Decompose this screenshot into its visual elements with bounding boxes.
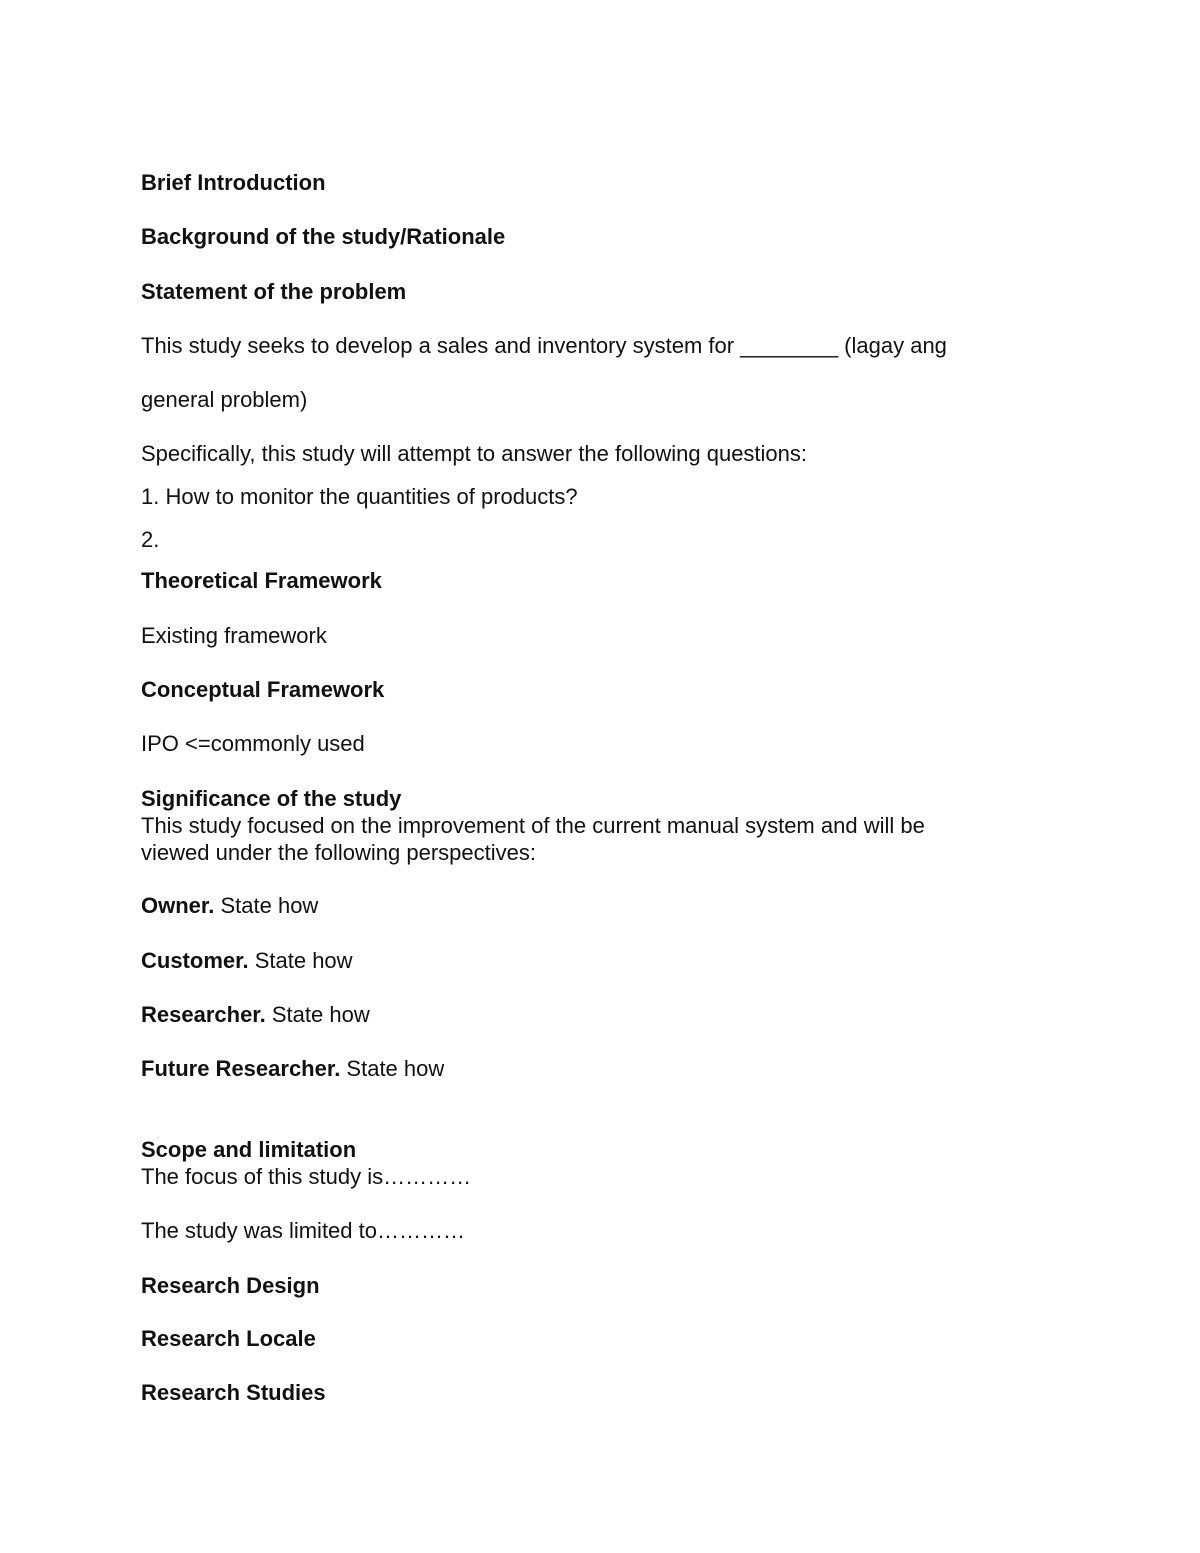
heading-scope-and-limitation: Scope and limitation — [141, 1137, 357, 1162]
perspective-text: State how — [265, 1002, 370, 1027]
heading-significance: Significance of the study — [141, 786, 402, 811]
theoretical-text: Existing framework — [141, 623, 327, 648]
scope-limited-text: The study was limited to………… — [141, 1218, 465, 1243]
statement-text-line2: general problem) — [141, 387, 308, 412]
perspective-future-researcher — [141, 1055, 444, 1082]
heading-theoretical-framework: Theoretical Framework — [141, 568, 382, 593]
significance-text-line2: viewed under the following perspectives: — [141, 840, 537, 865]
question-2: 2. — [141, 527, 160, 552]
perspective-label: Future Researcher. — [141, 1056, 341, 1081]
heading-research-design: Research Design — [141, 1273, 320, 1298]
perspective-customer — [141, 947, 353, 974]
question-1: 1. How to monitor the quantities of products? — [141, 484, 578, 509]
perspective-text: State how — [248, 948, 353, 973]
specifically-text: Specifically, this study will attempt to answer the following questions: — [141, 441, 808, 466]
heading-conceptual-framework: Conceptual Framework — [141, 677, 385, 702]
heading-research-locale: Research Locale — [141, 1326, 316, 1351]
heading-background: Background of the study/Rationale — [141, 224, 506, 249]
heading-brief-introduction: Brief Introduction — [141, 170, 326, 195]
perspective-researcher — [141, 1001, 370, 1028]
significance-text-line1: This study focused on the improvement of the current manual system and will be — [141, 813, 925, 838]
heading-research-studies: Research Studies — [141, 1380, 326, 1405]
statement-text-line1: This study seeks to develop a sales and inventory system for ________ (lagay ang — [141, 333, 947, 358]
perspective-text: State how — [340, 1056, 445, 1081]
perspective-label: Customer. — [141, 948, 249, 973]
perspective-label: Researcher. — [141, 1002, 266, 1027]
scope-focus-text: The focus of this study is………… — [141, 1164, 472, 1189]
perspective-text: State how — [214, 893, 319, 918]
perspective-owner — [141, 892, 318, 919]
conceptual-text: IPO <=commonly used — [141, 731, 365, 756]
heading-statement-of-problem: Statement of the problem — [141, 279, 407, 304]
perspective-label: Owner. — [141, 893, 215, 918]
